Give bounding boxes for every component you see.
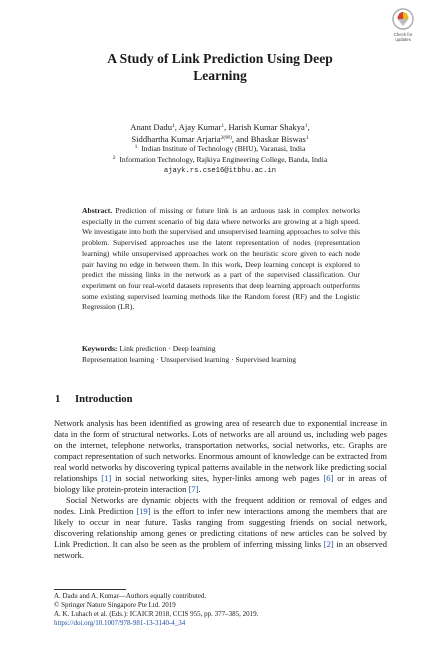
paragraph-text: in an observed network. (54, 539, 387, 560)
keywords-line-1 (82, 344, 368, 355)
affiliation-number: 2 (112, 154, 116, 161)
citation-info: A. K. Luhach et al. (Eds.): ICAICR 2018, CCIS 955, pp. 377–385, 2019. (54, 610, 259, 619)
author-name: Siddhartha Kumar Arjaria (131, 133, 221, 144)
author-name: Harish Kumar Shakya (228, 122, 305, 132)
corresponding-email: ajayk.rs.cse16@itbhu.ac.in (163, 167, 277, 175)
title-line-1: A Study of Link Prediction Using Deep (107, 51, 333, 66)
contribution-note: A. Dadu and A. Kumar—Authors equally contributed. (54, 592, 207, 600)
footnote-rule (54, 589, 126, 590)
citation-link[interactable]: [2] (323, 539, 334, 549)
authors-line-1: Anant Dadu$^1$, Ajay Kumar$^1$, Harish Kumar Shakya$^1$, (130, 122, 310, 132)
paragraph-text: or in areas of biology like protein-protein interaction (54, 473, 387, 494)
citation-link[interactable]: [6] (323, 473, 334, 483)
citation-link[interactable]: [19] (136, 506, 151, 516)
paragraph (54, 495, 387, 561)
abstract (82, 206, 360, 313)
check-for-updates-badge[interactable] (387, 8, 419, 48)
author-name: Ajay Kumar (178, 122, 222, 132)
abstract-text: Prediction of missing or future link is an arduous task in complex networks especially in the current scenario of big data where networks are growing at a high speed. We investigate into both the supervised and unsupervised learning approaches to solve this problem. Supervised approaches use the latent representation of nodes (representation learning) while unsupervised approaches work on the heuristic score given to each node pair having no edge in between them. In this work, Deep learning concept is explored to predict the missing links in the network as a part of the supervised classification. Our experiment on four real-world datasets represents that deep learning approach outperforms some existing supervised learning methods like the Random forest (RF) and the Logistic Regression (LR). (82, 206, 360, 312)
affiliation-2 (60, 155, 380, 166)
section-title: Introduction (75, 394, 133, 405)
author-sup: 2(✉) (220, 134, 232, 141)
author-sup: 1 (172, 122, 175, 129)
paragraph-text: . (198, 484, 201, 494)
affiliation-text: Indian Institute of Technology (BHU), Varanasi, India (141, 144, 306, 153)
badge-label: Check for updates (393, 32, 413, 42)
section-number: 1 (55, 394, 61, 405)
author-sup: 1 (305, 134, 309, 141)
paragraph-text: in social networking sites, hyper-links among web pages (111, 473, 324, 483)
body-text (54, 418, 387, 561)
paragraph-text: is the effort to infer new interactions among the members that are likely to occur in near future. Tasks ranging from suggesting friends on social network, discovering relationship among genes or predicting citations of new articles can be solved by Link Prediction. It can also be seen as the problem of inferring missing links (54, 506, 388, 549)
keywords (82, 344, 368, 365)
citation-link[interactable]: [7] (188, 484, 199, 494)
author-sup: 1 (221, 122, 225, 129)
abstract-label: Abstract. (82, 206, 113, 215)
author-list (60, 122, 380, 145)
title-line-2: Learning (193, 68, 247, 83)
keywords-text: Link prediction · Deep learning (119, 344, 216, 353)
author-sup: 1 (304, 122, 308, 129)
affiliation-number: 1 (134, 143, 138, 150)
section-heading (55, 394, 133, 405)
paragraph-text: Network analysis has been identified as growing area of research due to exponential increase in data in the form of structural networks. Lots of networks are all around us, including web pages on the internet, telephone networks, transportation networks, social networks, etc. Graphs are compact representation of such networks. Enormous amount of knowledge can be extracted from real world networks by discovering typical patterns available in the network like predicting social relationships (54, 418, 387, 483)
keywords-label: Keywords: (82, 344, 118, 353)
footnote (54, 592, 394, 628)
citation-link[interactable]: [1] (101, 473, 112, 483)
crossmark-icon (392, 8, 414, 30)
affiliations (60, 144, 380, 177)
author-name: Bhaskar Biswas (250, 133, 306, 144)
affiliation-1 (60, 144, 380, 155)
paper-title (60, 50, 380, 84)
keywords-line-2: Representation learning · Unsupervised learning · Supervised learning (82, 354, 297, 364)
author-name: Anant Dadu (130, 122, 172, 132)
paragraph-text: Social Networks are dynamic objects with the frequent addition or removal of edges and nodes. Link Prediction (54, 495, 387, 516)
copyright-notice: © Springer Nature Singapore Pte Ltd. 2019 (54, 601, 176, 610)
paragraph (54, 418, 387, 495)
affiliation-text: Information Technology, Rajkiya Engineering College, Banda, India (119, 154, 328, 164)
doi-link[interactable]: https://doi.org/10.1007/978-981-13-3140-4_34 (54, 619, 186, 628)
author-separator: , and (231, 133, 251, 144)
